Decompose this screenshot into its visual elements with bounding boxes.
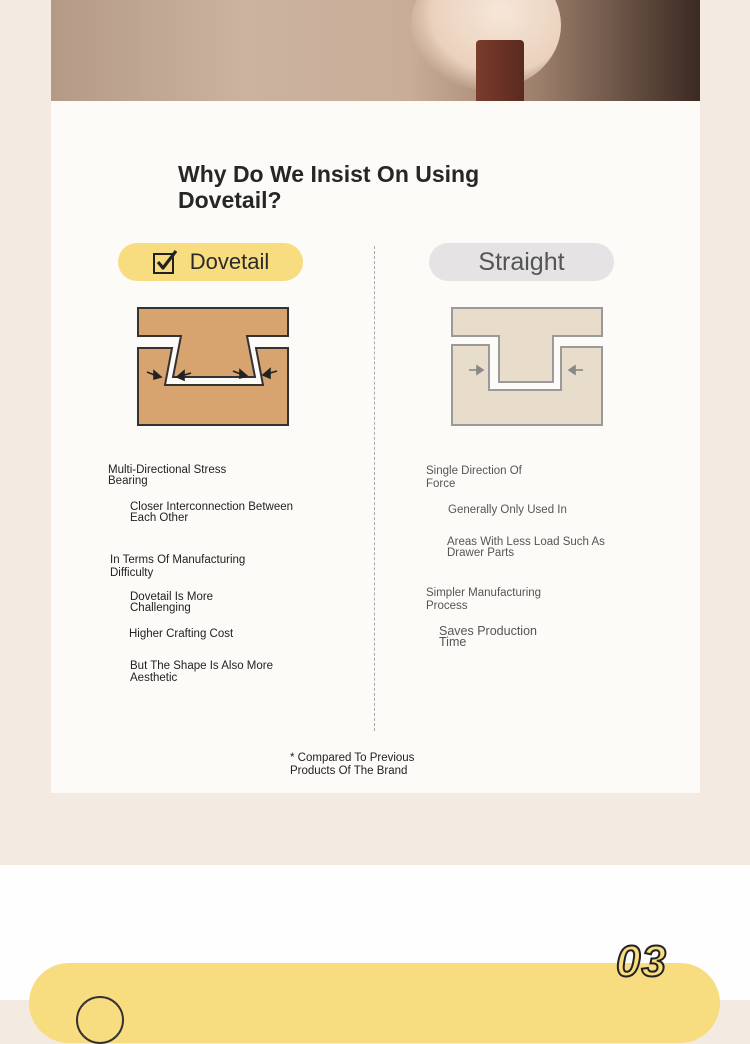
wood-piece-image bbox=[476, 40, 524, 101]
dovetail-feature-2: Closer Interconnection Between Each Other bbox=[130, 501, 294, 524]
dashed-divider bbox=[374, 246, 375, 731]
straight-feature-1: Single Direction Of Force bbox=[426, 465, 522, 490]
section-title: Why Do We Insist On Using Dovetail? bbox=[178, 161, 480, 213]
straight-feature-2: Generally Only Used In bbox=[448, 504, 567, 516]
footnote: * Compared To Previous Products Of The Brand bbox=[290, 752, 415, 777]
dovetail-feature-4: Dovetail Is More Challenging bbox=[130, 591, 214, 614]
dovetail-feature-5: Higher Crafting Cost bbox=[129, 628, 234, 640]
dovetail-label: Dovetail bbox=[189, 249, 270, 274]
circle-icon bbox=[76, 996, 124, 1044]
straight-label: Straight bbox=[478, 247, 565, 276]
straight-joint-diagram bbox=[451, 307, 604, 427]
dovetail-feature-3: In Terms Of Manufacturing Difficulty bbox=[110, 554, 246, 579]
section-number: 03 bbox=[616, 937, 667, 986]
dovetail-feature-6: But The Shape Is Also More Aesthetic bbox=[130, 660, 273, 684]
straight-feature-5: Saves Production Time bbox=[439, 624, 537, 649]
straight-feature-3: Areas With Less Load Such As Drawer Parts bbox=[447, 536, 605, 559]
straight-pill bbox=[429, 243, 614, 281]
straight-feature-4: Simpler Manufacturing Process bbox=[426, 587, 542, 612]
checkbox-checked-icon bbox=[152, 249, 178, 275]
dovetail-pill bbox=[118, 243, 303, 281]
hero-photo bbox=[51, 0, 700, 101]
dovetail-joint-diagram bbox=[137, 307, 290, 427]
comparison-card bbox=[51, 101, 700, 793]
dovetail-feature-1: Multi-Directional Stress Bearing bbox=[108, 464, 227, 487]
